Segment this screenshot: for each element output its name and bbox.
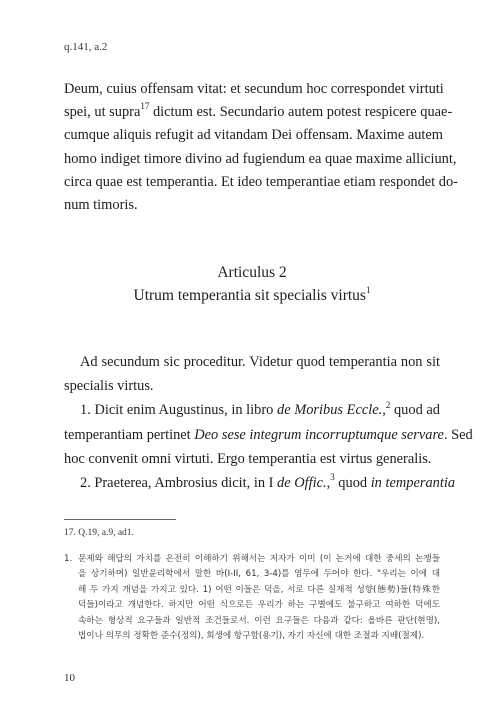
page-number: 10 <box>64 672 75 684</box>
text-line: hoc convenit omni virtuti. Ergo temperantia est virtus generalis. <box>64 450 432 467</box>
text-line: Ad secundum sic proceditur. Videtur quod temperantia non sit <box>80 354 440 370</box>
paragraph-latin-1 <box>64 78 458 217</box>
footnote-line: 문제와 해답의 가치를 온전히 이해하기 위해서는 저자가 이미 (이 논거에 대한 중세의 논쟁들 <box>78 554 440 564</box>
footnote-ref-1[interactable]: 1 <box>365 284 371 295</box>
footnote-line: 을 상기하며) 일반윤리학에서 말한 바(I-II, 61, 3-4)를 염두에 두어야 한다. "우리는 이에 대 <box>78 569 440 580</box>
footnote-line: 법이나 의무의 정확한 준수(정의), 희생에 항구함(용기), 자기 자신에 대한 조절과 지배(절제). <box>78 630 425 641</box>
article-title: Articulus 2 <box>217 264 287 281</box>
footnote-ref-17[interactable]: 17 <box>140 101 150 112</box>
footnote-line: 덕들)이라고 개념한다. 하지만 어떤 식으로든 우리가 하는 구별에도 불구하고 여하한 덕에도 <box>78 600 440 611</box>
text-line: temperantiam pertinet Deo sese integrum incorruptumque servare. Sed <box>64 426 473 443</box>
footnote-line: 해 두 가지 개념을 가지고 있다. 1) 어떤 이들은 덕을, 서로 다른 실재적 성향(態勢)들(特殊한 <box>78 584 440 595</box>
article-question: Utrum temperantia sit specialis virtus$^1$ <box>133 284 371 304</box>
footnote-number: 1. <box>64 554 73 564</box>
footnote-divider <box>64 519 176 520</box>
footnote-17: 17. Q.19, a.9, ad1. <box>64 528 134 538</box>
text-line: homo indiget timore divino ad fugiendum ea quae maxime alliciunt, <box>64 150 457 167</box>
text-line: cumque aliquis refugit ad vitandam Dei offensam. Maxime autem <box>64 127 443 144</box>
footnote-line: 속하는 형상적 요구들과 일반적 조건들로서. 이런 요구들은 다음과 같다: 올바른 판단(현명), <box>78 615 440 626</box>
text-line: spei, ut supra$^{17}$ dictum est. Secundario autem potest respicere quae- <box>64 101 453 121</box>
text-line: 1. Dicit enim Augustinus, in libro de Moribus Eccle.,$^2$ quod ad <box>80 399 440 419</box>
text-line: num timoris. <box>64 196 138 213</box>
text-line: circa quae est temperantia. Et ideo temperantiae etiam respondet do- <box>64 173 458 190</box>
text-line: Deum, cuius offensam vitat: et secundum hoc correspondet virtuti <box>64 81 444 97</box>
footnote-ref-3[interactable]: 3 <box>330 472 335 483</box>
article-body <box>64 350 473 495</box>
footnote-ref-2[interactable]: 2 <box>385 399 391 410</box>
text-line: specialis virtus. <box>64 378 154 395</box>
footnote-1 <box>64 552 440 644</box>
running-head: q.141, a.2 <box>64 41 108 53</box>
text-line: 2. Praeterea, Ambrosius dicit, in I de Offic.,$^3$ quod in temperantia <box>80 472 456 491</box>
